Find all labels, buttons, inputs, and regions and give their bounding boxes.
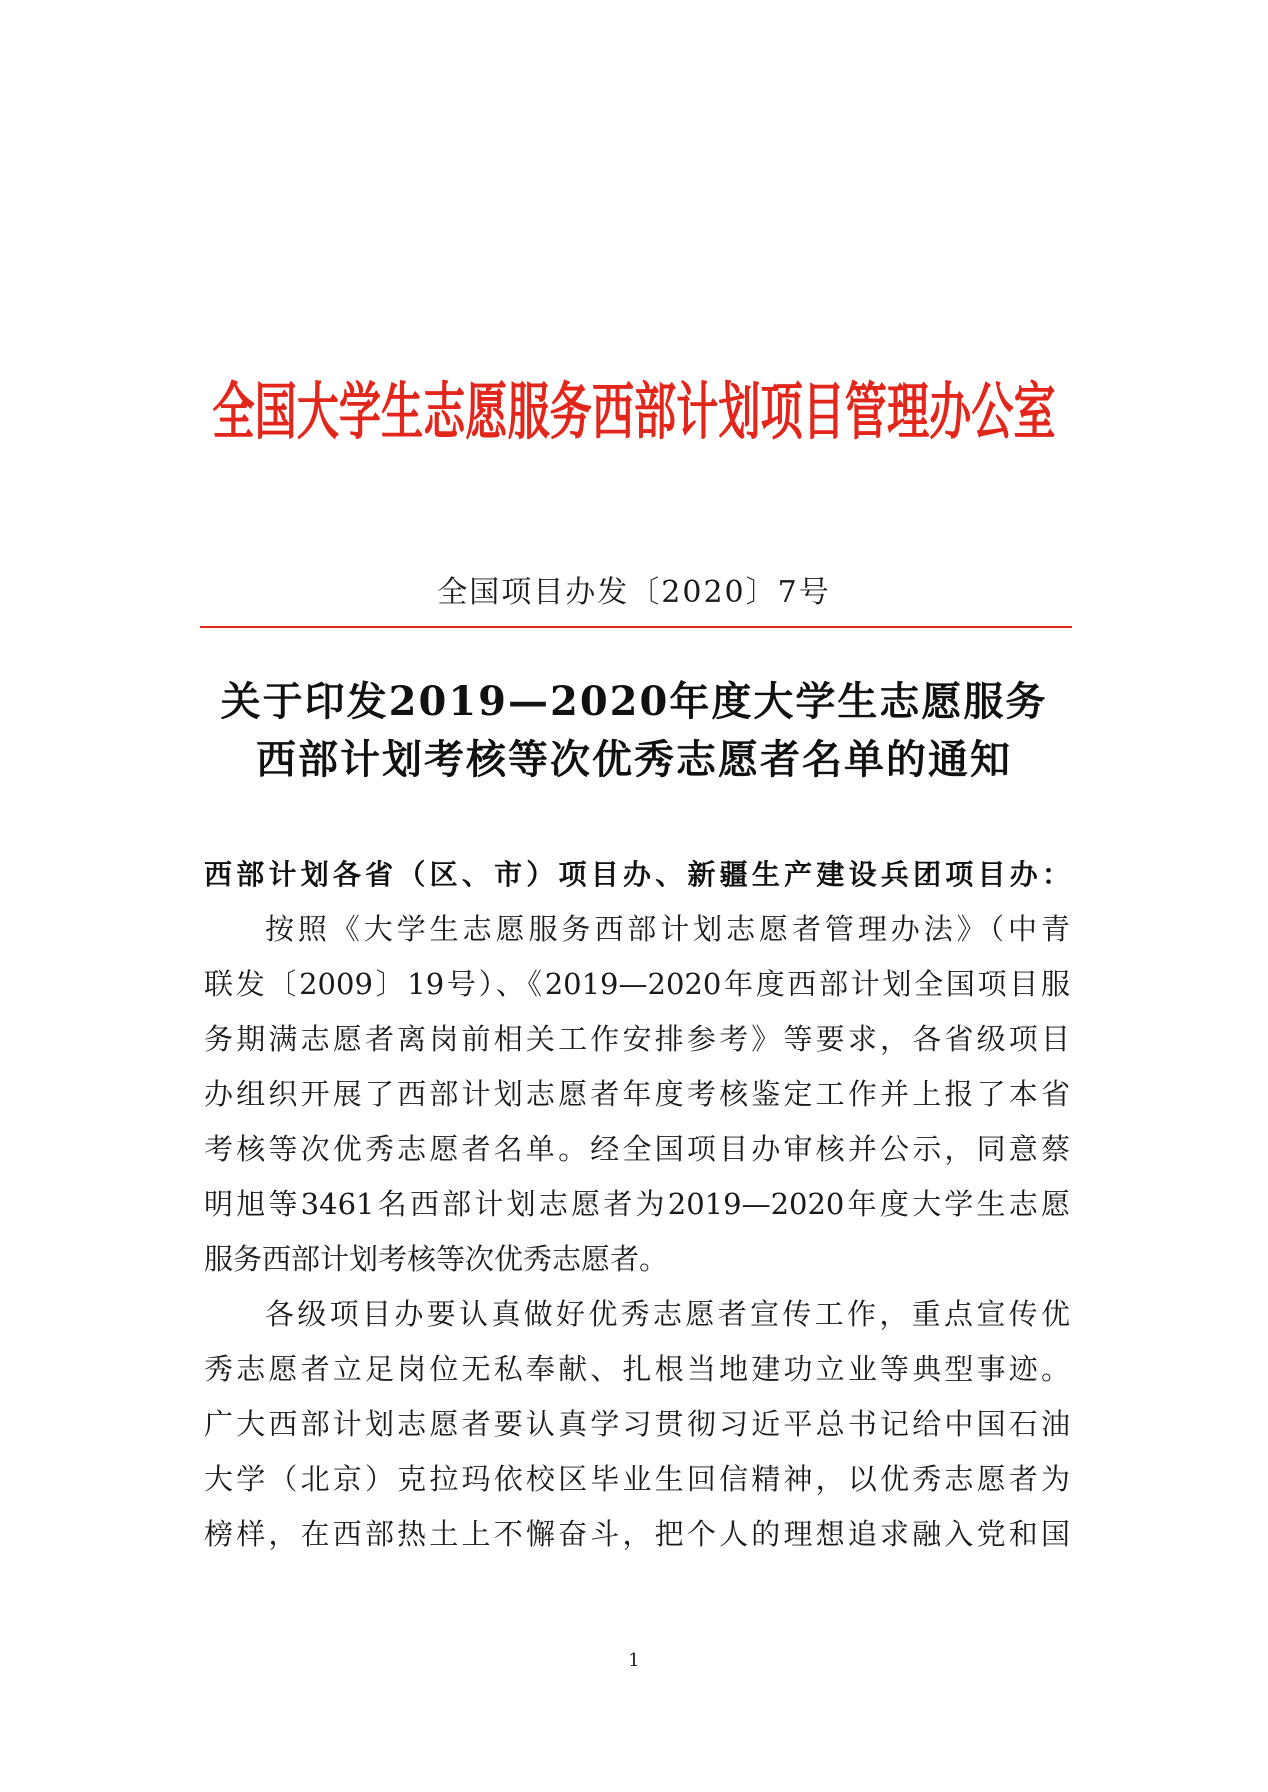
body-line: 榜样，在西部热土上不懈奋斗，把个人的理想追求融入党和国 (204, 1517, 1070, 1551)
paragraph (204, 902, 1070, 1287)
body-line: 考核等次优秀志愿者名单。经全国项目办审核并公示，同意蔡 (204, 1132, 1070, 1166)
body-line: 服务西部计划考核等次优秀志愿者。 (204, 1242, 669, 1276)
body-line: 务期满志愿者离岗前相关工作安排参考》等要求，各省级项目 (204, 1022, 1070, 1056)
body-line: 按照《大学生志愿服务西部计划志愿者管理办法》（中青 (265, 912, 1070, 946)
page-number: 1 (628, 1650, 640, 1671)
body-line: 大学（北京）克拉玛依校区毕业生回信精神，以优秀志愿者为 (204, 1462, 1070, 1496)
document-title-line-1: 关于印发2019—2020年度大学生志愿服务 (220, 678, 1048, 725)
document-title-line-2: 西部计划考核等次优秀志愿者名单的通知 (256, 736, 1012, 783)
body-line: 各级项目办要认真做好优秀志愿者宣传工作，重点宣传优 (265, 1297, 1070, 1331)
body-line: 办组织开展了西部计划志愿者年度考核鉴定工作并上报了本省 (204, 1077, 1070, 1111)
document-title (0, 673, 1268, 789)
body-line: 明旭等3461名西部计划志愿者为2019—2020年度大学生志愿 (204, 1187, 1070, 1221)
salutation: 西部计划各省（区、市）项目办、新疆生产建设兵团项目办： (204, 858, 1070, 891)
issuing-office-name: 全国大学生志愿服务西部计划项目管理办公室 (212, 375, 1056, 448)
body-line: 联发〔2009〕19号）、《2019—2020年度西部计划全国项目服 (204, 967, 1070, 1001)
paragraph (204, 1287, 1070, 1562)
red-separator-rule (200, 626, 1072, 628)
issuing-office-header (0, 372, 1268, 452)
document-body (204, 847, 1070, 1562)
body-line: 广大西部计划志愿者要认真学习贯彻习近平总书记给中国石油 (204, 1407, 1070, 1441)
body-line: 秀志愿者立足岗位无私奉献、扎根当地建功立业等典型事迹。 (204, 1352, 1070, 1386)
document-number: 全国项目办发〔2020〕7号 (437, 575, 831, 610)
